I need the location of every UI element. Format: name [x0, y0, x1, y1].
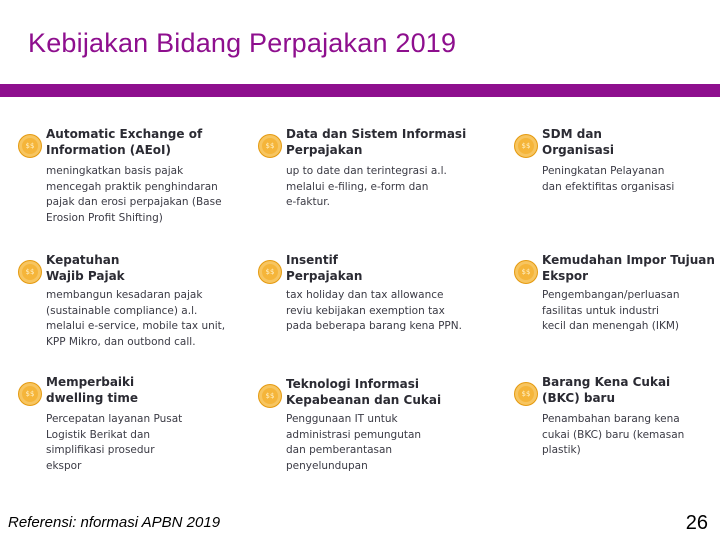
item-description: Peningkatan Pelayanan dan efektifitas organisasi [542, 165, 675, 193]
item-description: tax holiday dan tax allowance reviu kebijakan exemption tax pada beberapa barang kena PPN. [286, 289, 462, 332]
item-heading: Data dan Sistem Informasi Perpajakan [286, 127, 467, 157]
item-heading: Barang Kena Cukai (BKC) baru [542, 375, 671, 405]
page-title: Kebijakan Bidang Perpajakan 2019 [28, 28, 457, 58]
coin-icon: $$ [258, 384, 282, 408]
coin-icon: $$ [514, 260, 538, 284]
item-description: Penambahan barang kena cukai (BKC) baru (kemasan plastik) [542, 413, 685, 456]
item-heading: Kemudahan Impor Tujuan Ekspor [542, 253, 715, 283]
item-heading: Memperbaiki dwelling time [46, 375, 138, 405]
item-description: up to date dan terintegrasi a.l. melalui e-filing, e-form dan e-faktur. [286, 165, 447, 208]
title-divider-bar [0, 84, 720, 97]
reference-note: Referensi: nformasi APBN 2019 [8, 514, 221, 531]
item-description: Percepatan layanan Pusat Logistik Berikat dan simplifikasi prosedur ekspor [46, 413, 183, 472]
item-heading: Automatic Exchange of Information (AEoI) [46, 127, 203, 157]
coin-icon: $$ [258, 260, 282, 284]
coin-icon: $$ [18, 134, 42, 158]
coin-icon: $$ [18, 382, 42, 406]
item-heading: Insentif Perpajakan [286, 253, 363, 283]
item-description: meningkatkan basis pajak mencegah praktik penghindaran pajak dan erosi perpajakan (Base Erosion Profit Shifting) [46, 165, 222, 224]
coin-icon: $$ [258, 134, 282, 158]
item-heading: Teknologi Informasi Kepabeanan dan Cukai [286, 377, 442, 407]
coin-icon: $$ [514, 134, 538, 158]
policy-grid [18, 122, 715, 482]
coin-icon: $$ [514, 382, 538, 406]
item-description: membangun kesadaran pajak (sustainable compliance) a.l. melalui e-service, mobile tax unit, KPP Mikro, dan outbond call. [46, 289, 226, 348]
item-heading: Kepatuhan Wajib Pajak [46, 253, 125, 283]
item-heading: SDM dan Organisasi [542, 127, 614, 157]
page-number: 26 [685, 512, 708, 534]
coin-icon: $$ [18, 260, 42, 284]
item-description: Penggunaan IT untuk administrasi pemungutan dan pemberantasan penyelundupan [286, 413, 422, 472]
item-description: Pengembangan/perluasan fasilitas untuk industri kecil dan menengah (IKM) [542, 289, 680, 332]
